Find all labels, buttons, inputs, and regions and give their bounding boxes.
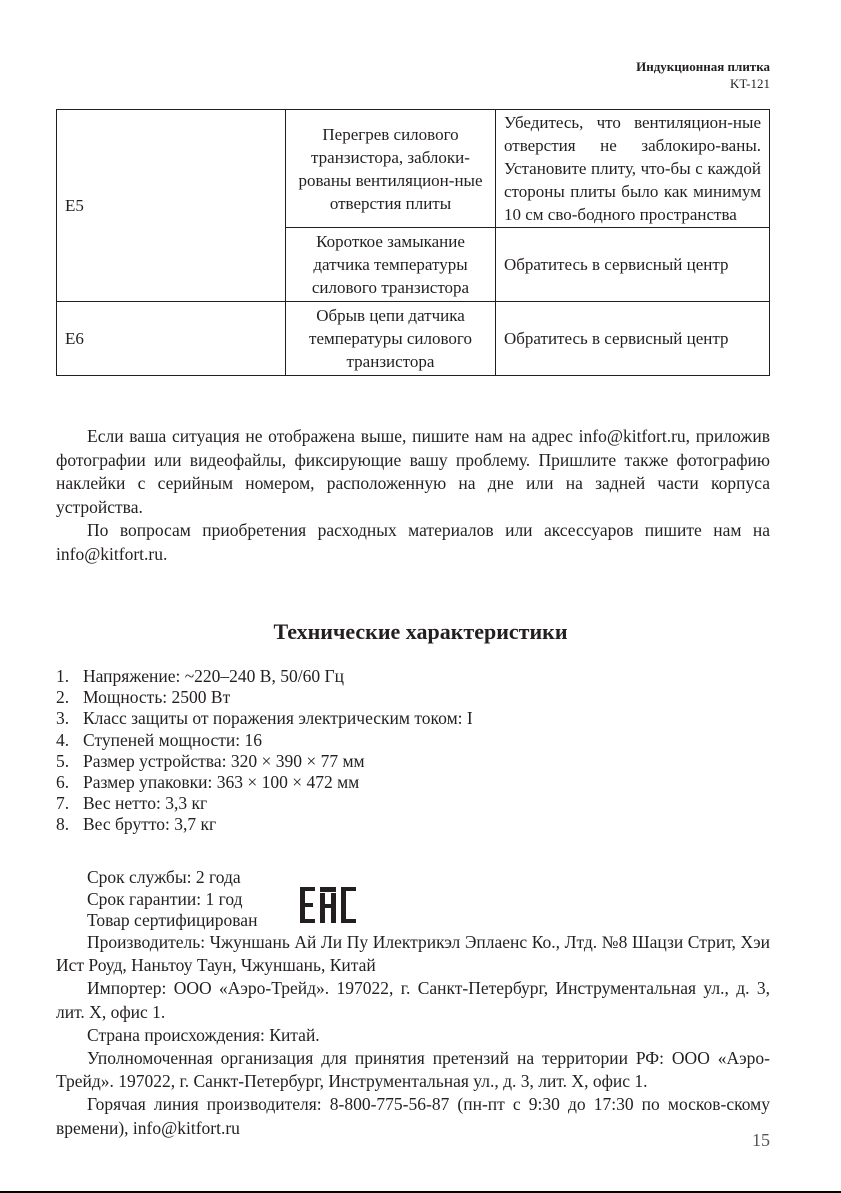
table-row xyxy=(57,302,770,376)
eac-logo-icon xyxy=(300,887,358,923)
warranty-period: Срок гарантии: 1 год xyxy=(87,888,243,909)
page-number: 15 xyxy=(752,1130,770,1150)
warranty-info xyxy=(56,867,770,932)
error-fix: Обратитесь в сервисный центр xyxy=(496,228,770,302)
list-item: 7. Вес нетто: 3,3 кг xyxy=(56,793,208,814)
error-code: E6 xyxy=(57,302,286,376)
product-title: Индукционная плитка xyxy=(636,59,770,74)
error-table xyxy=(56,109,770,376)
contact-paragraph: Если ваша ситуация не отображена выше, пишите нам на адрес info@kitfort.ru, приложив фотографии или видеофайлы, фиксирующие вашу проблему. Пришлите также фотографию наклейки с серийным номером, расположенную на дне или на задней части корпуса устройства. xyxy=(56,426,770,517)
certified-label: Товар сертифицирован xyxy=(87,910,258,931)
page-header xyxy=(636,58,770,92)
list-item: 8. Вес брутто: 3,7 кг xyxy=(56,814,217,835)
country-of-origin: Страна происхождения: Китай. xyxy=(87,1024,320,1045)
service-life: Срок службы: 2 года xyxy=(87,867,241,887)
specs-heading: Технические характеристики xyxy=(273,619,568,644)
manufacturer-info: Производитель: Чжуншань Ай Ли Пу Илектрикэл Эплаенс Ко., Лтд. №8 Шацзи Стрит, Хэи Ист Роуд, Наньтоу Таун, Чжуншань, Китай xyxy=(56,932,770,976)
hotline-info: Горячая линия производителя: 8-800-775-56-87 (пн-пт с 9:30 до 17:30 по москов-скому времени), info@kitfort.ru xyxy=(56,1094,770,1138)
claims-organization: Уполномоченная организация для принятия претензий на территории РФ: ООО «Аэро-Трейд». 197022, г. Санкт-Петербург, Инструментальная ул., д. 3, лит. Х, офис 1. xyxy=(56,1048,770,1092)
contact-paragraph: По вопросам приобретения расходных материалов или аксессуаров пишите нам на info@kitfort.ru. xyxy=(56,520,770,564)
company-info xyxy=(56,931,770,1140)
list-item: 6. Размер упаковки: 363 × 100 × 472 мм xyxy=(56,772,360,793)
specs-list xyxy=(56,666,473,836)
list-item: 3. Класс защиты от поражения электрическим током: I xyxy=(56,708,473,729)
product-model: KT-121 xyxy=(730,76,770,91)
list-item: 1. Напряжение: ~220–240 В, 50/60 Гц xyxy=(56,666,344,686)
error-cause: Короткое замыкание датчика температуры силового транзистора xyxy=(286,228,496,302)
contact-section xyxy=(56,425,770,566)
list-item: 4. Ступеней мощности: 16 xyxy=(56,729,262,750)
table-row xyxy=(57,110,770,228)
error-cause: Перегрев силового транзистора, заблоки-рованы вентиляцион-ные отверстия плиты xyxy=(286,110,496,228)
error-code: E5 xyxy=(57,110,286,302)
list-item: 5. Размер устройства: 320 × 390 × 77 мм xyxy=(56,750,365,771)
error-cause: Обрыв цепи датчика температуры силового транзистора xyxy=(286,302,496,376)
eac-mark-icon xyxy=(300,887,358,923)
error-fix: Убедитесь, что вентиляцион-ные отверстия не заблокиро-ваны. Установите плиту, что-бы с каждой стороны плиты было как минимум 10 см сво-бодного пространства xyxy=(496,110,770,228)
list-item: 2. Мощность: 2500 Вт xyxy=(56,687,231,708)
importer-info: Импортер: ООО «Аэро-Трейд». 197022, г. Санкт-Петербург, Инструментальная ул., д. 3, лит. Х, офис 1. xyxy=(56,978,770,1022)
error-fix: Обратитесь в сервисный центр xyxy=(496,302,770,376)
